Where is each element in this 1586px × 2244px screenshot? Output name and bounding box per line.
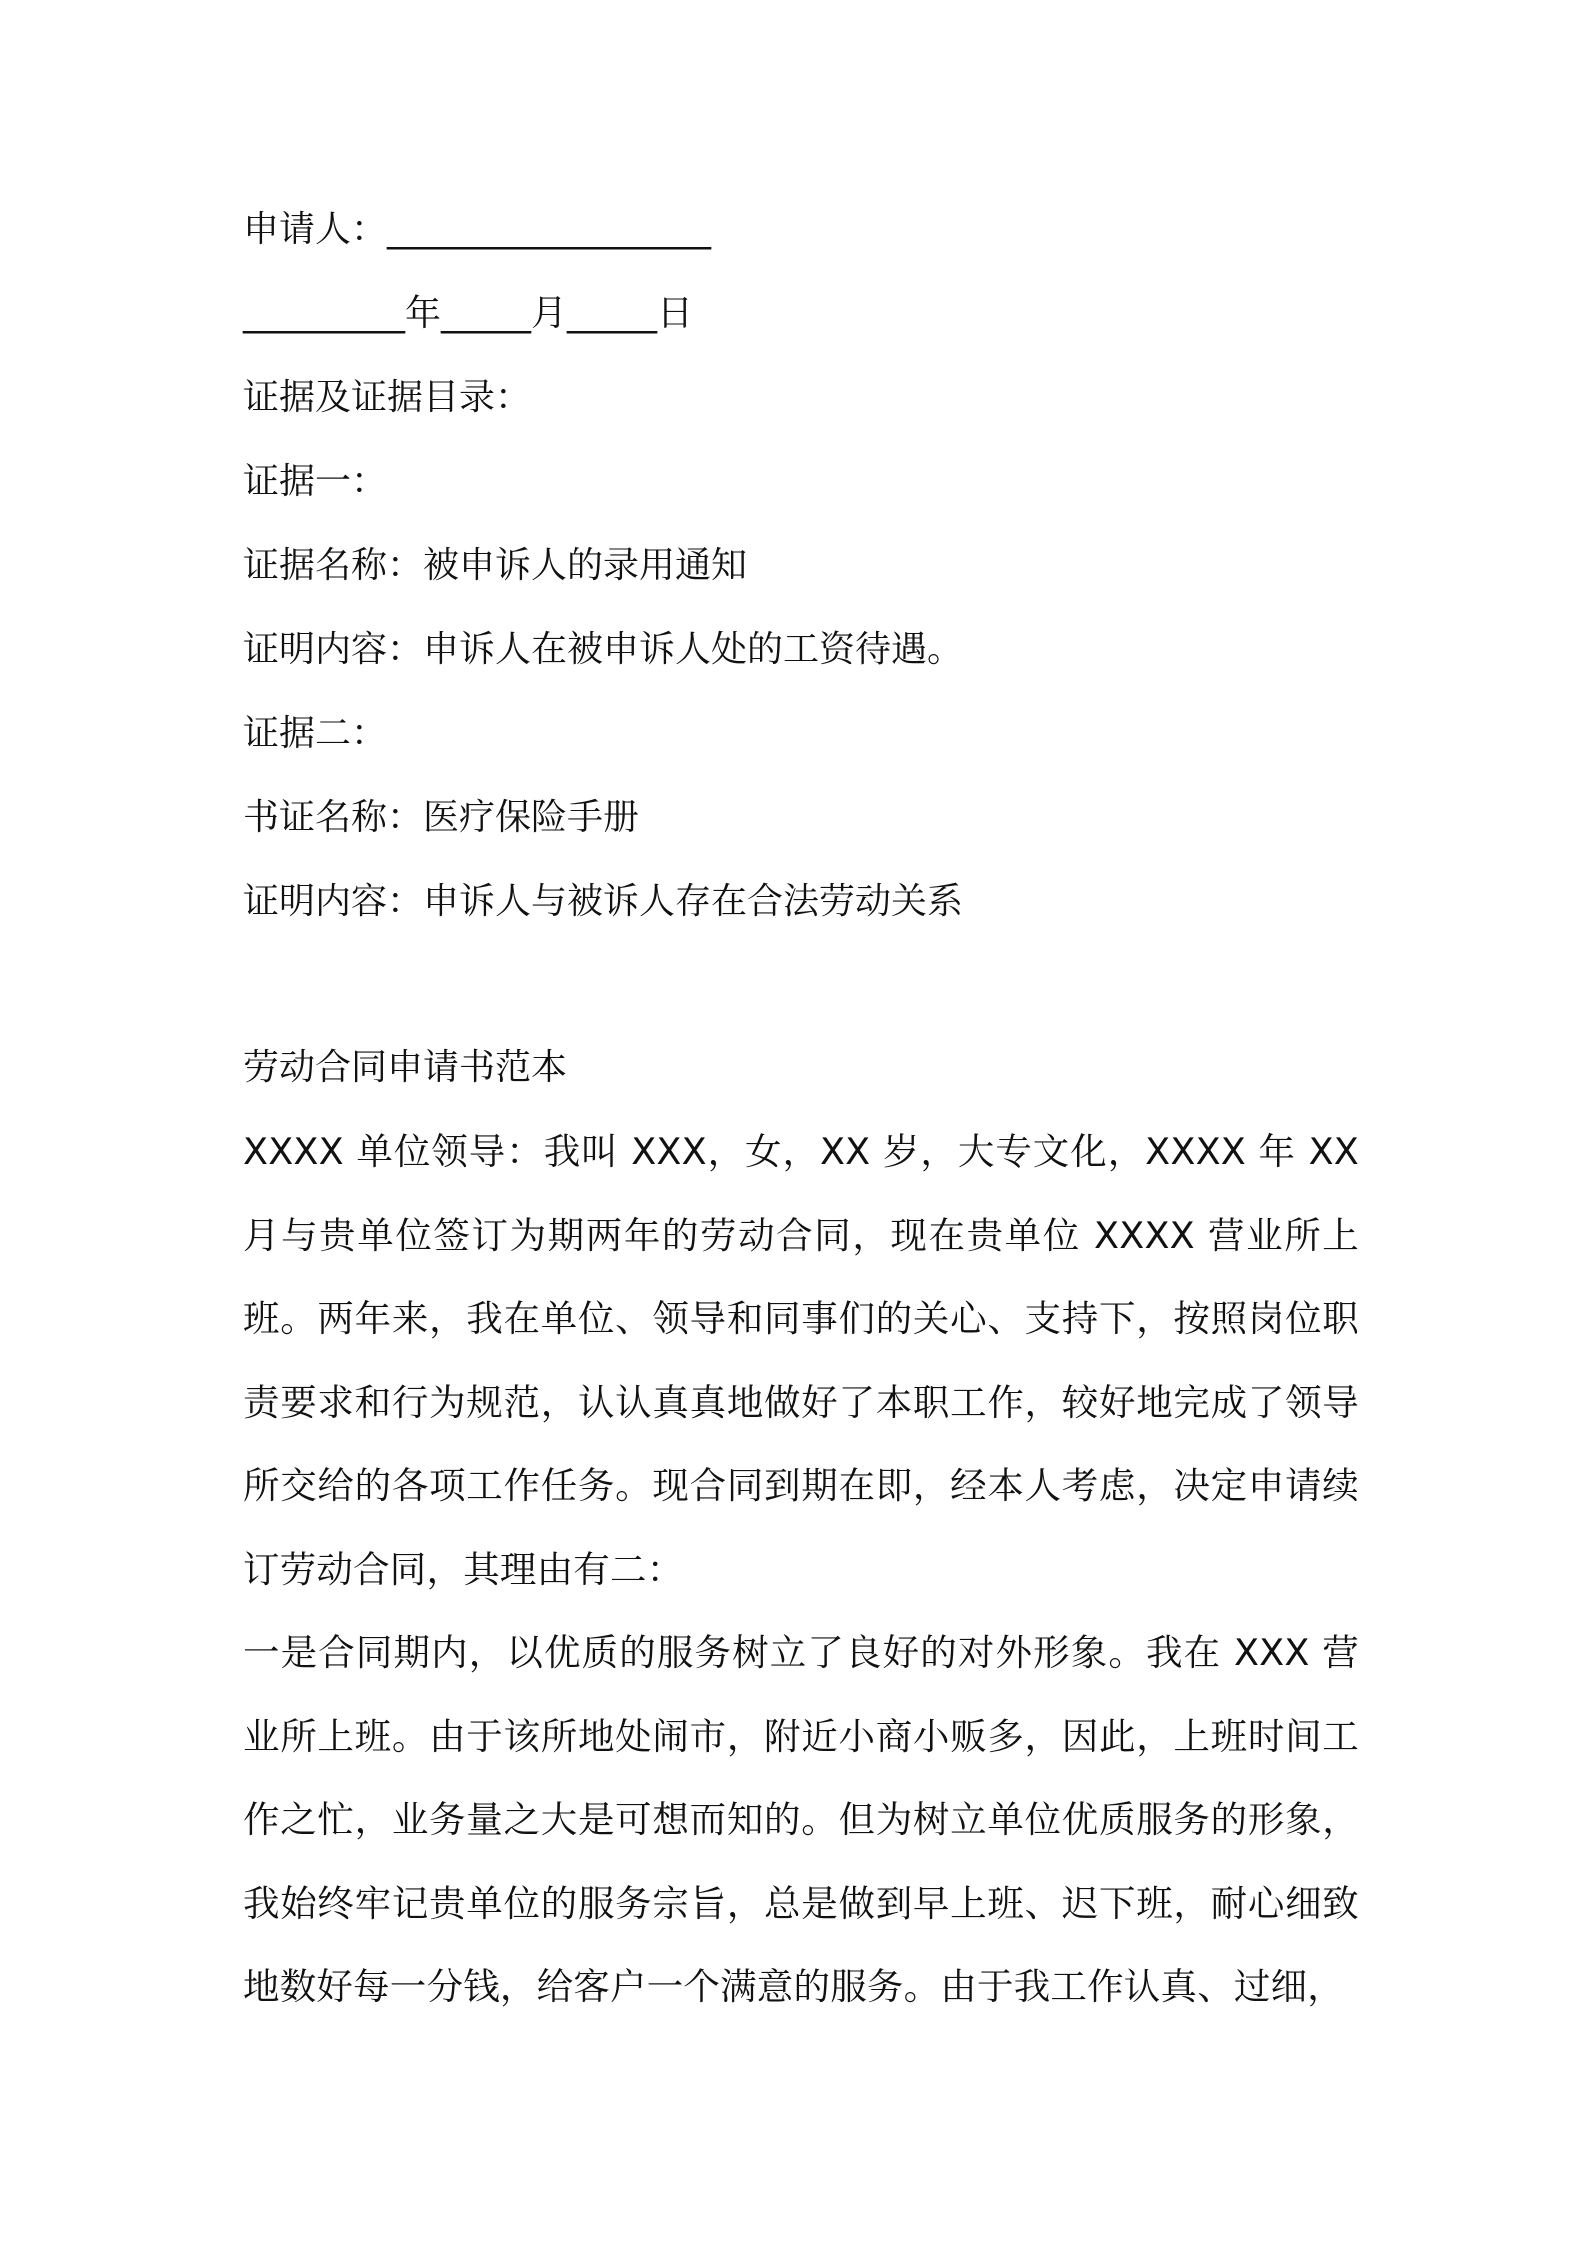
sample-title: 劳动合同申请书范本: [243, 1047, 568, 1088]
applicant-line: 申请人：__________________: [243, 209, 712, 250]
sample-title-block: [243, 1026, 1359, 1110]
paragraph-2: 一是合同期内，以优质的服务树立了良好的对外形象。我在 XXX 营业所上班。由于该所地处闹市，附近小商小贩多，因此，上班时间工作之忙，业务量之大是可想而知的。但为树立单位优质服务的形象，我始终牢记贵单位的服务宗旨，总是做到早上班、迟下班，耐心细致地数好每一分钱，给客户一个满意的服务。由于我工作认真、过细，: [243, 1631, 1359, 2008]
evidence-1-name: 证据名称：被申诉人的录用通知: [243, 545, 748, 586]
evidence-list: [243, 188, 1359, 944]
evidence-1-label: 证据一：: [243, 461, 388, 502]
date-line: _________年_____月_____日: [243, 293, 693, 334]
evidence-1-content: 证明内容：申诉人在被申诉人处的工资待遇。: [243, 629, 964, 670]
evidence-2-label: 证据二：: [243, 713, 388, 754]
evidence-2-content: 证明内容：申诉人与被诉人存在合法劳动关系: [243, 881, 964, 922]
evidence-heading: 证据及证据目录：: [243, 377, 532, 418]
sample-body: [243, 1110, 1359, 2029]
paragraph-1: XXXX 单位领导：我叫 XXX，女，XX 岁，大专文化，XXXX 年 XX 月与贵单位签订为期两年的劳动合同，现在贵单位 XXXX 营业所上班。两年来，我在单位、领导和同事们的关心、支持下，按照岗位职责要求和行为规范，认认真真地做好了本职工作，较好地完成了领导所交给的各项工作任务。现合同到期在即，经本人考虑，决定申请续订劳动合同，其理由有二：: [243, 1130, 1359, 1591]
evidence-2-name: 书证名称：医疗保险手册: [243, 797, 640, 838]
